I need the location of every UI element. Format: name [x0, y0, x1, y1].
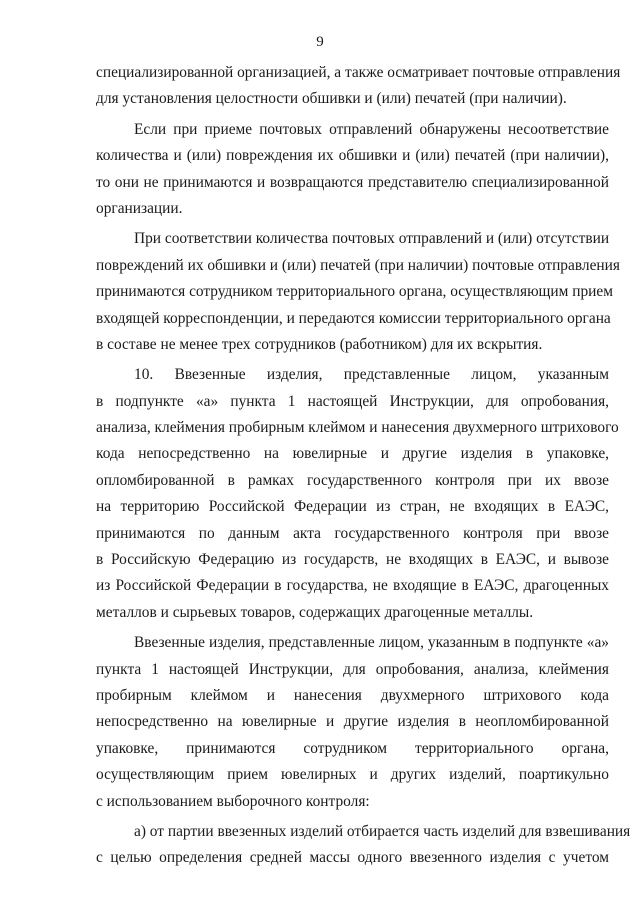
text-line: металлов и сырьевых товаров, содержащих драгоценные металлы. [96, 603, 534, 621]
text-line: принимаются по данным акта государственного контроля при ввозе [96, 524, 609, 542]
text-line: опломбированной в рамках государственного контроля при их ввозе [96, 471, 609, 489]
text-line: входящей корреспонденции, и передаются комиссии территориального органа [96, 309, 611, 327]
text-line: в Российскую Федерацию из государств, не входящих в ЕАЭС, и вывозе [96, 551, 609, 569]
paragraph [96, 819, 631, 872]
text-line: Если при приеме почтовых отправлений обнаружены несоответствие [134, 120, 609, 138]
text-line: кода непосредственно на ювелирные и другие изделия в упаковке, [96, 445, 609, 463]
paragraph [96, 630, 609, 815]
text-line: в составе не менее трех сотрудников (работником) для их вскрытия. [96, 335, 543, 353]
document-body [96, 60, 631, 872]
text-line: повреждений их обшивки и (или) печатей (при наличии) почтовые отправления [96, 256, 620, 274]
text-line: организации. [96, 199, 183, 217]
paragraph [96, 226, 620, 358]
text-line: принимаются сотрудником территориального органа, осуществляющим прием [96, 283, 613, 301]
text-line: При соответствии количества почтовых отправлений и (или) отсутствии [134, 230, 610, 248]
text-line: анализа, клеймения пробирным клеймом и нанесения двухмерного штрихового [96, 419, 619, 437]
text-line: на территорию Российской Федерации из стран, не входящих в ЕАЭС, [96, 498, 609, 516]
text-line: специализированной организацией, а также осматривает почтовые отправления [96, 64, 621, 81]
text-line: а) от партии ввезенных изделий отбирается часть изделий для взвешивания [134, 822, 631, 840]
paragraph [96, 60, 621, 113]
text-line: 10. Ввезенные изделия, представленные лицом, указанным [134, 366, 609, 384]
text-line: с использованием выборочного контроля: [96, 792, 370, 810]
text-line: количества и (или) повреждения их обшивки и (или) печатей (при наличии), [96, 147, 609, 165]
paragraph [96, 362, 619, 626]
text-line: то они не принимаются и возвращаются представителю специализированной [96, 173, 609, 191]
text-line: непосредственно на ювелирные и другие изделия в неопломбированной [96, 713, 609, 731]
text-line: для установления целостности обшивки и (или) печатей (при наличии). [96, 90, 567, 108]
text-line: с целью определения средней массы одного ввезенного изделия с учетом [96, 849, 609, 867]
text-line: осуществляющим прием ювелирных и других изделий, поартикульно [96, 766, 609, 784]
text-line: упаковке, принимаются сотрудником территориального органа, [96, 739, 609, 757]
page-number: 9 [316, 34, 324, 50]
text-line: Ввезенные изделия, представленные лицом, указанным в подпункте «а» [134, 634, 609, 652]
text-line: пункта 1 настоящей Инструкции, для опробования, анализа, клеймения [96, 660, 609, 678]
paragraph [96, 117, 609, 223]
text-line: из Российской Федерации в государства, не входящие в ЕАЭС, драгоценных [96, 577, 609, 595]
text-line: пробирным клеймом и нанесения двухмерного штрихового кода [96, 686, 609, 704]
text-line: в подпункте «а» пункта 1 настоящей Инструкции, для опробования, [96, 392, 609, 410]
